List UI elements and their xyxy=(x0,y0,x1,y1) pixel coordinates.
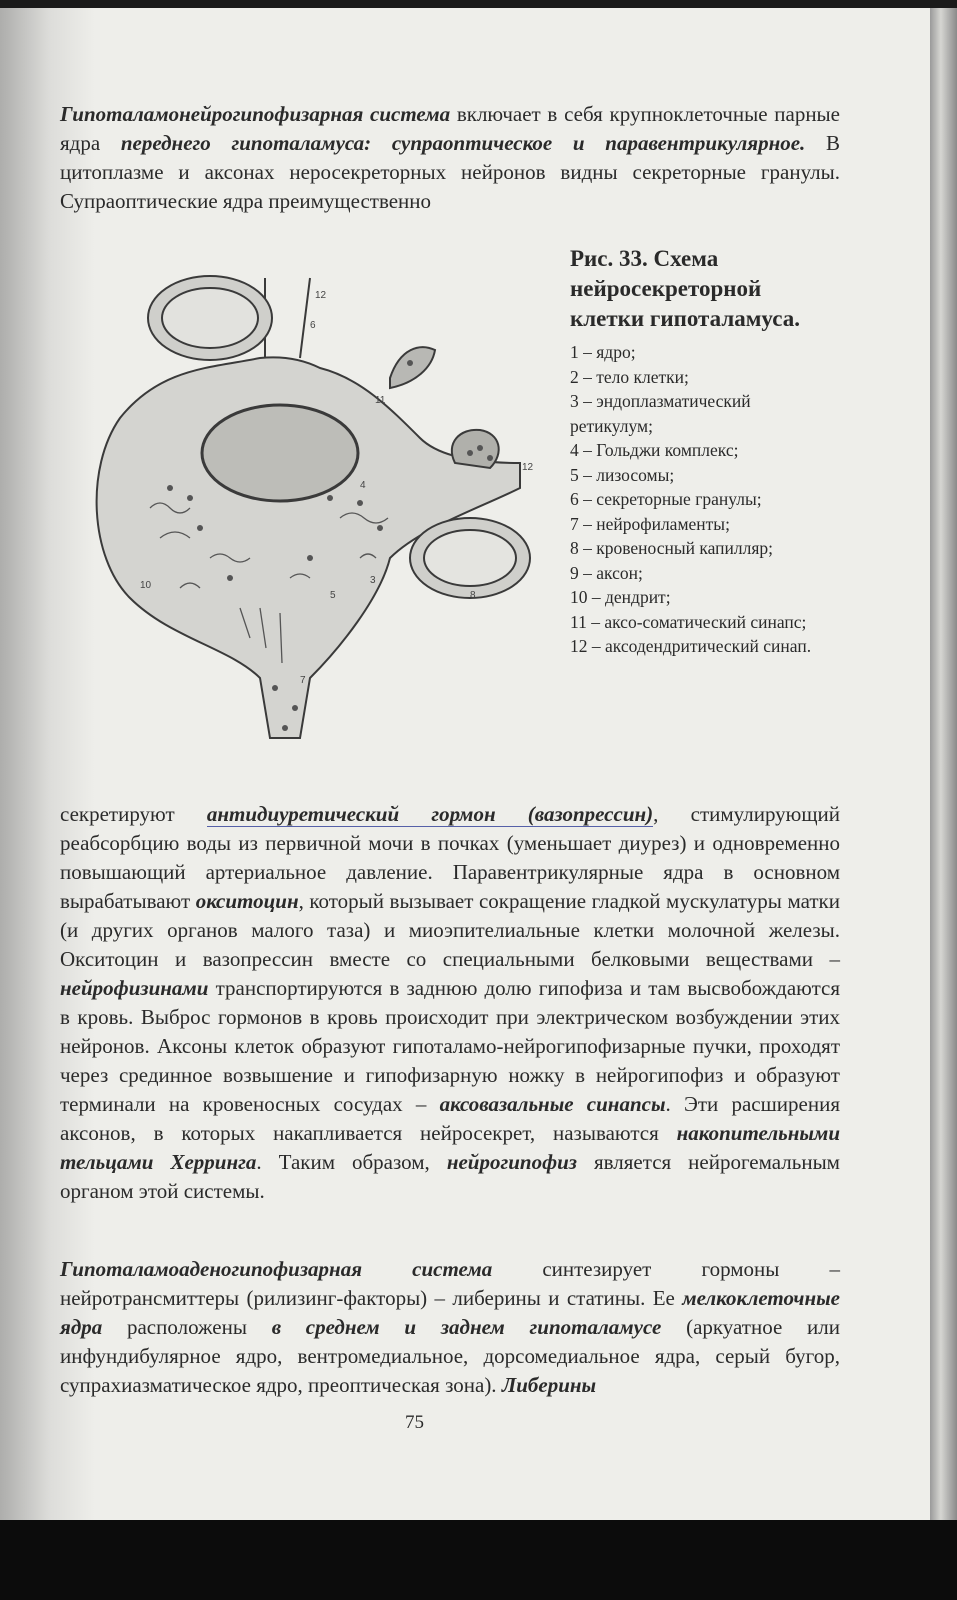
legend-item: 2 – тело клетки; xyxy=(570,366,689,387)
legend-item: 9 – аксон; xyxy=(570,562,643,583)
adeno-paragraph xyxy=(60,1255,840,1400)
text-run: , который вызывает сокращение гладкой мускулатуры матки (и других органов малого таза) и миоэпителиальные клетки молочной железы. Окситоцин и вазопрессин вместе со специальными белковыми веществами – xyxy=(60,889,840,971)
legend-item: 7 – нейрофиламенты; xyxy=(570,513,730,534)
term-hypothalamo-neuro: Гипоталамонейрогипофизарная система xyxy=(60,102,451,126)
legend-item: 4 – Гольджи комплекс; xyxy=(570,440,739,460)
cell-illustration xyxy=(60,258,570,758)
diagram-label: 6 xyxy=(310,320,316,331)
diagram-label: 11 xyxy=(375,395,386,406)
legend-item: 11 – аксо-соматический синапс; xyxy=(570,611,807,632)
term-herring-bodies: накопительными тельцами Херринга xyxy=(60,1121,840,1174)
page-number: 75 xyxy=(405,1412,424,1433)
diagram-label: 7 xyxy=(300,675,306,686)
text-run: расположены xyxy=(102,1315,272,1339)
legend-item: 8 – кровеносный капилляр; xyxy=(570,538,773,558)
text-run: секретируют xyxy=(60,802,207,826)
text-run: транспортируются в заднюю долю гипофиза и там высвобождаются в кровь. Выброс гормонов в кровь происходит при электрическом возбуждении этих нейронов. Аксоны клеток образуют гипоталамо-нейрогипофизарные пучки, проходят через срединное возвышение и гипофизарную ножку в нейрогипофиз и образуют терминали на кровеносных сосудах – xyxy=(60,976,840,1116)
text-run: (аркуатное или инфундибулярное ядро, вентромедиальное, дорсомедиальное ядра, серый бугор, супрахиазматическое ядро, преоптическая зона). xyxy=(60,1315,840,1397)
term-middle-posterior-hypothalamus: в среднем и заднем гипоталамусе xyxy=(271,1315,662,1339)
diagram-label: 12 xyxy=(315,290,327,301)
term-liberins: Либерины xyxy=(501,1373,597,1397)
text-run: . Таким образом, xyxy=(256,1150,447,1174)
main-paragraph xyxy=(60,800,840,1206)
diagram-label: 4 xyxy=(360,480,366,491)
legend-item: 10 – дендрит; xyxy=(570,587,671,607)
text-run: В цитоплазме и аксонах неросекреторных нейронов видны секреторные гранулы. Супраоптические ядра преимущественно xyxy=(60,131,840,213)
term-oxytocin: окситоцин xyxy=(195,889,299,913)
term-adh-vasopressin: антидиуретический гормон (вазопрессин) xyxy=(206,802,654,826)
term-small-cell-nuclei: мелкоклеточные ядра xyxy=(60,1286,840,1339)
term-neurohypophysis: нейрогипофиз xyxy=(446,1150,577,1174)
page-spine-edge xyxy=(930,8,957,1520)
legend-item: 5 – лизосомы; xyxy=(570,464,675,485)
term-hypothalamo-adeno: Гипоталамоаденогипофизарная система xyxy=(60,1257,493,1281)
diagram-label: 8 xyxy=(470,590,476,601)
neurosecretory-cell-diagram xyxy=(60,258,570,758)
diagram-label: 5 xyxy=(330,590,336,601)
text-run: синтезирует гормоны – нейротрансмиттеры (рилизинг-факторы) – либерины и статины. Ее xyxy=(60,1257,840,1310)
intro-paragraph xyxy=(60,100,840,216)
diagram-label: 3 xyxy=(370,575,376,586)
legend-item: 3 – эндоплазматический ретикулум; xyxy=(570,391,751,436)
text-run: включает в себя крупноклеточные парные ядра xyxy=(60,102,840,155)
bottom-dark-edge xyxy=(0,1520,957,1600)
legend-item: 1 – ядро; xyxy=(570,342,636,362)
legend-item: 6 – секреторные гранулы; xyxy=(570,489,762,509)
text-run: . Эти расширения аксонов, в которых накапливается нейросекрет, называются xyxy=(60,1092,840,1145)
term-neurophysins: нейрофизинами xyxy=(60,976,209,1000)
term-axovasal-synapses: аксовазальные синапсы xyxy=(439,1092,666,1116)
text-run: является нейрогемальным органом этой системы. xyxy=(60,1150,840,1203)
diagram-label: 12 xyxy=(522,462,534,473)
term-anterior-hypothalamus: переднего гипоталамуса: супраоптическое и паравентрикулярное. xyxy=(120,131,806,155)
figure-legend xyxy=(570,340,835,659)
legend-item: 12 – аксодендритический синап. xyxy=(570,636,812,656)
figure-caption xyxy=(570,244,835,659)
caption-title: Рис. 33. Схема нейросекреторной клетки гипоталамуса. xyxy=(570,246,800,331)
text-run: , стимулирующий реабсорбцию воды из первичной мочи в почках (уменьшает диурез) и одновременно повышающий артериальное давление. Паравентрикулярные ядра в основном вырабатывают xyxy=(60,802,840,913)
diagram-label: 10 xyxy=(140,580,152,591)
